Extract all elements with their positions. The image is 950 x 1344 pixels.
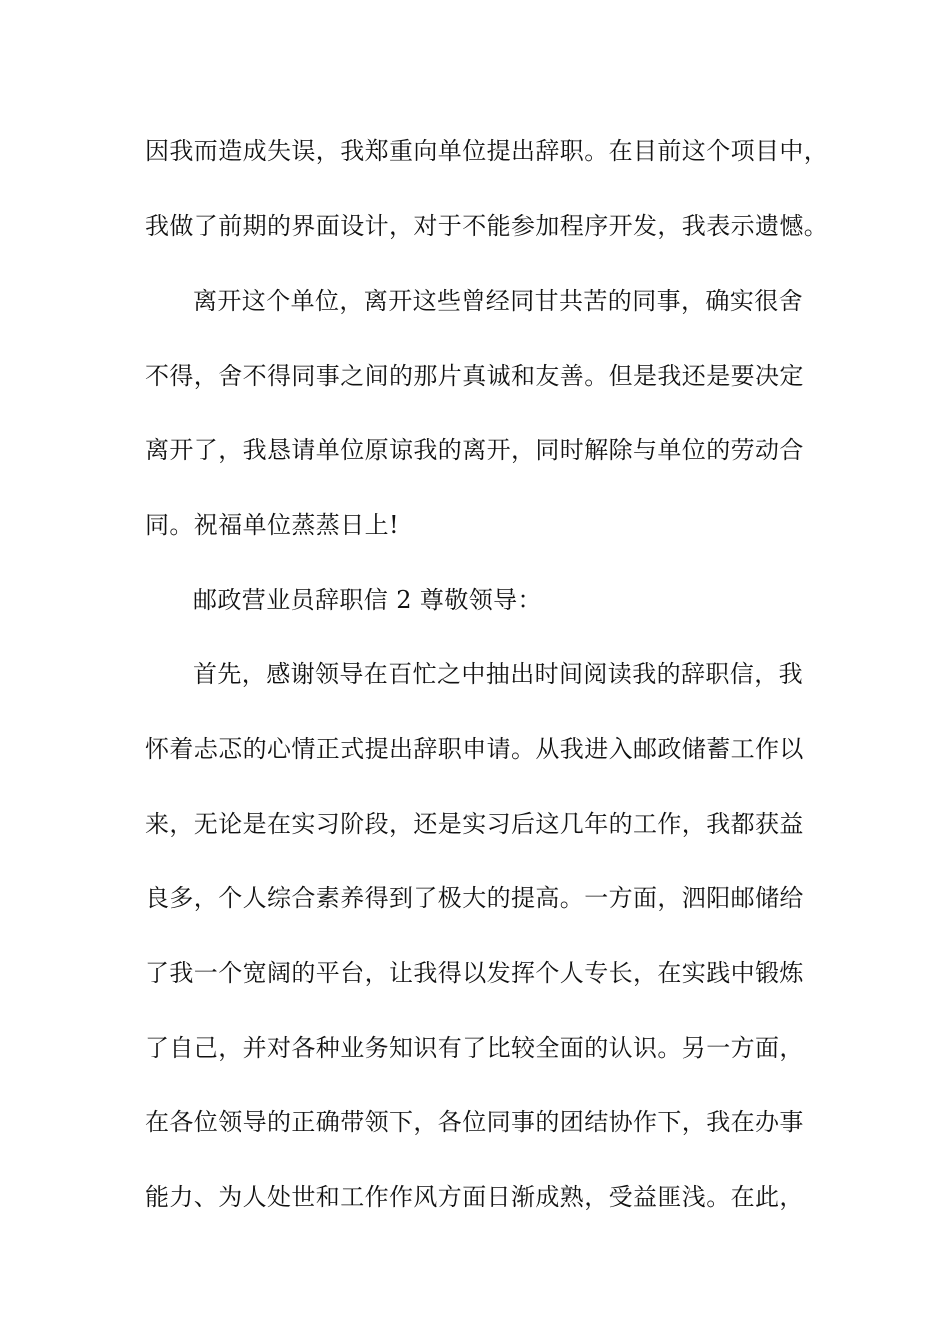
text-line: 不得，舍不得同事之间的那片真诚和友善。但是我还是要决定	[145, 362, 804, 390]
text-line: 能力、为人处世和工作作风方面日渐成熟，受益匪浅。在此，	[145, 1183, 804, 1211]
text-line: 离开了，我恳请单位原谅我的离开，同时解除与单位的劳动合	[145, 436, 804, 464]
text-line: 同。祝福单位蒸蒸日上!	[145, 511, 400, 539]
text-line: 了自己，并对各种业务知识有了比较全面的认识。另一方面，	[145, 1034, 804, 1062]
text-line: 了我一个宽阔的平台，让我得以发挥个人专长，在实践中锻炼	[145, 959, 804, 987]
paragraph-start: 离开这个单位，离开这些曾经同甘共苦的同事，确实很舍	[193, 287, 803, 315]
letter-heading: 邮政营业员辞职信 2 尊敬领导：	[193, 586, 542, 614]
paragraph-start: 首先，感谢领导在百忙之中抽出时间阅读我的辞职信，我	[193, 660, 803, 688]
text-line: 怀着忐忑的心情正式提出辞职申请。从我进入邮政储蓄工作以	[145, 735, 804, 763]
text-line: 在各位领导的正确带领下，各位同事的团结协作下，我在办事	[145, 1108, 804, 1136]
text-line: 我做了前期的界面设计，对于不能参加程序开发，我表示遗憾。	[145, 212, 829, 240]
text-line: 因我而造成失误，我郑重向单位提出辞职。在目前这个项目中，	[145, 137, 829, 165]
text-line: 良多，个人综合素养得到了极大的提高。一方面，泗阳邮储给	[145, 884, 804, 912]
text-line: 来，无论是在实习阶段，还是实习后这几年的工作，我都获益	[145, 810, 804, 838]
